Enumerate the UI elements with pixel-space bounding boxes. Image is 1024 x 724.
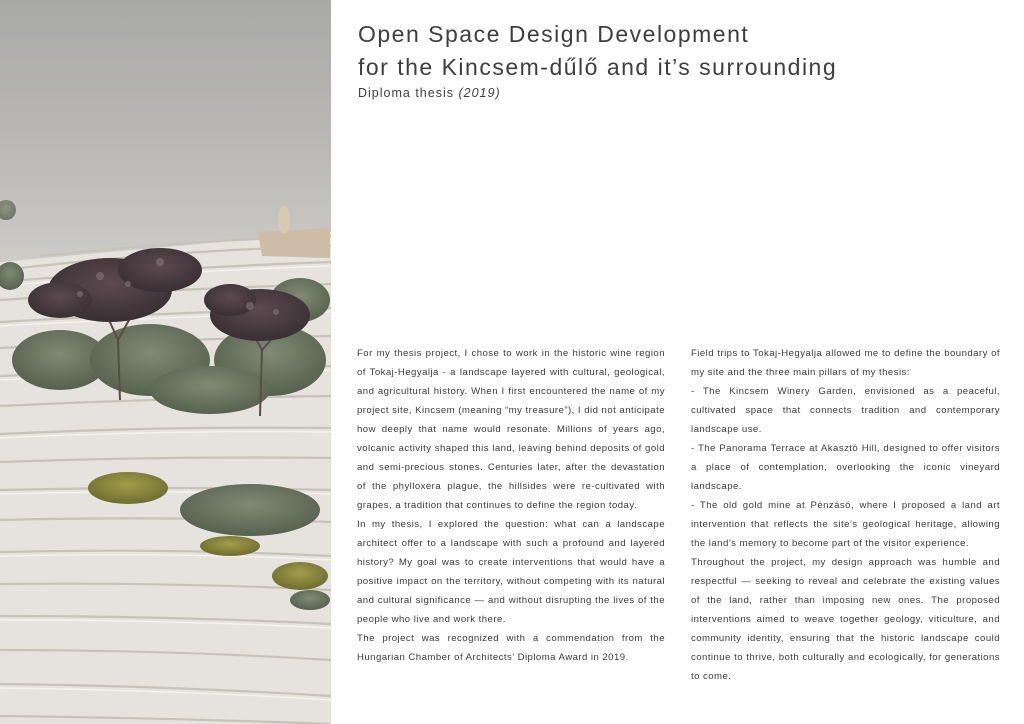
right-paragraph: - The old gold mine at Pénzásó, where I proposed a land art intervention that reflects the site’s geological heritage, allowing the land’s memory to become part of the visitor experience. [691,500,1000,549]
left-paragraph: In my thesis, I explored the question: what can a landscape architect offer to a landscape with such a profound and layered history? My goal was to create interventions that would have a positive impact on the territory, without competing with its natural and cultural significance — and without disrupting the lives of the people who live and work there. [357,519,665,625]
right-paragraph: Throughout the project, my design approach was humble and respectful — seeking to reveal and celebrate the existing values of the land, rather than imposing new ones. The proposed interventions aimed to weave together geology, viticulture, and community identity, ensuring that the historic landscape could continue to thrive, both culturally and ecologically, for generations to come. [691,557,1000,682]
left-text-column [357,344,665,667]
right-paragraph: - The Panorama Terrace at Akasztó Hill, designed to offer visitors a place of contemplation, overlooking the iconic vineyard landscape. [691,443,1000,492]
wooden-post [278,206,290,234]
subtitle-year: (2019) [458,86,501,100]
left-paragraph: The project was recognized with a commendation from the Hungarian Chamber of Architects’ Diploma Award in 2019. [357,633,665,663]
left-paragraph: For my thesis project, I chose to work in the historic wine region of Tokaj-Hegyalja - a landscape layered with cultural, geological, and agricultural history. When I first encountered the name of my project site, Kincsem (meaning “my treasure”), I did not anticipate how deeply that name would resonate. Millions of years ago, volcanic activity shaped this land, leaving behind deposits of gold and semi-precious stones. Centuries later, after the devastation of the phylloxera plague, the hillsides were re-cultivated with grapes, a tradition that continues to define the region today. [357,348,665,511]
right-paragraph: - The Kincsem Winery Garden, envisioned as a peaceful, cultivated space that connects tradition and contemporary landscape use. [691,386,1000,435]
page-title [358,18,998,84]
wooden-block [258,228,330,258]
right-text-column [691,344,1000,686]
title-line-2: for the Kincsem-dűlő and it’s surrounding [358,54,838,80]
subtitle-text: Diploma thesis [358,86,454,100]
title-line-1: Open Space Design Development [358,21,750,47]
model-illustration [0,0,331,724]
right-paragraph: Field trips to Tokaj-Hegyalja allowed me to define the boundary of my site and the three main pillars of my thesis: [691,348,1000,378]
landscape-model-photo [0,0,331,724]
subtitle [358,86,501,100]
